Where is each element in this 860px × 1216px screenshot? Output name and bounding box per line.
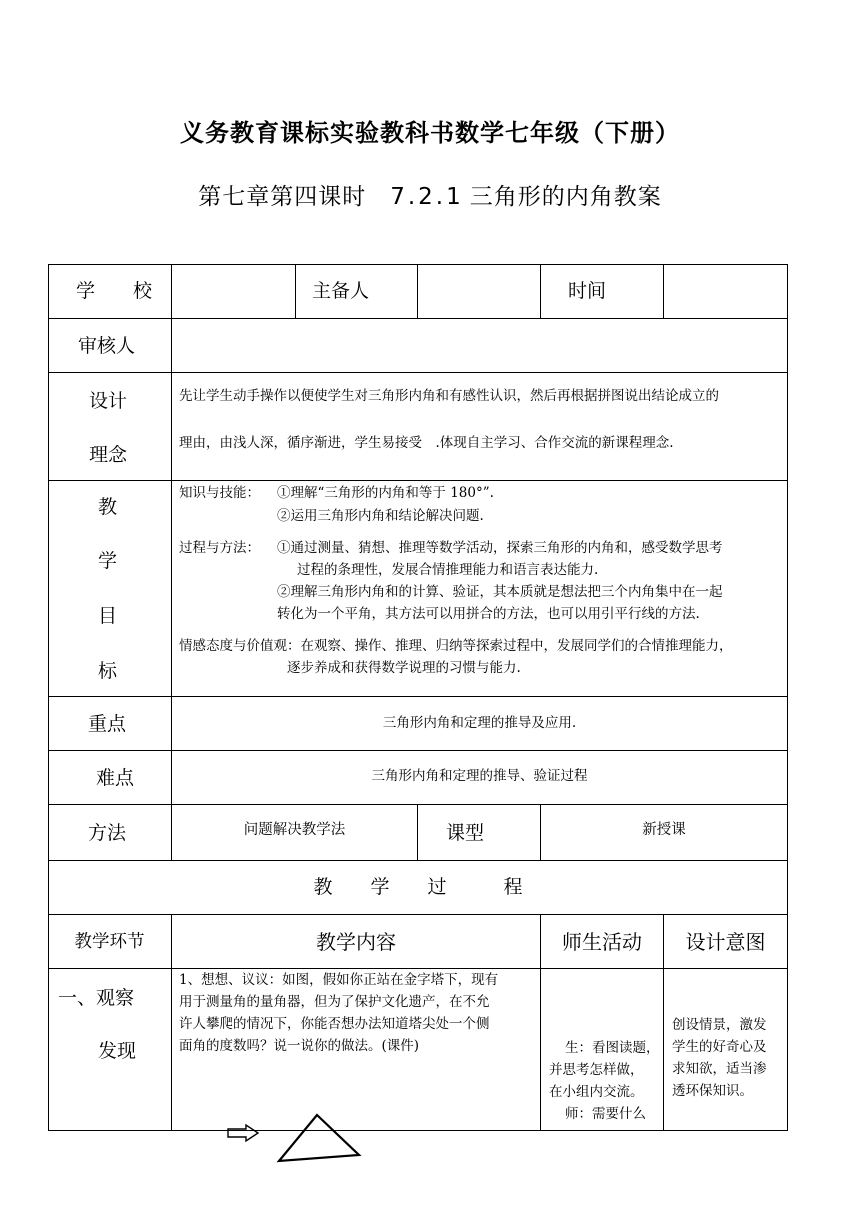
subtitle-suffix: 三角形的内角教案 (469, 184, 662, 210)
design-text-line1: 先让学生动手操作以便使学生对三角形内角和有感性认识，然后再根据拼图说出结论成立的 (179, 388, 719, 404)
method-label: 方法 (88, 822, 127, 844)
grid-line (48, 860, 788, 861)
school-label: 学 校 (76, 280, 153, 302)
process-item-1b: 过程的条理性，发展合情推理能力和语言表达能力. (297, 562, 599, 578)
grid-line (540, 264, 541, 318)
reviewer-field[interactable] (172, 319, 787, 372)
school-field[interactable] (172, 265, 295, 318)
lesson-type-label: 课型 (446, 822, 485, 844)
document-title: 义务教育课标实验教科书数学七年级（下册） (180, 119, 680, 147)
objectives-label-char-2: 学 (98, 550, 118, 572)
process-item-1a: ①通过测量、猜想、推理等数学活动，探索三角形的内角和，感受数学思考 (277, 540, 723, 556)
objectives-label-char-4: 标 (98, 660, 118, 682)
design-label-line1: 设计 (89, 390, 128, 412)
preparer-label: 主备人 (312, 280, 370, 302)
pyramid-diagram (220, 1108, 370, 1170)
key-point-label: 重点 (88, 713, 127, 735)
stage1-activity-line-1: 生：看图读题， (565, 1040, 660, 1056)
stage1-label-line1: 一、观察 (58, 987, 135, 1009)
grid-line (48, 750, 788, 751)
grid-line (48, 480, 788, 481)
stage1-intent-line-4: 透环保知识。 (672, 1083, 753, 1099)
knowledge-item-2: ②运用三角形内角和结论解决问题. (277, 508, 484, 524)
column-header-intent: 设计意图 (685, 930, 766, 954)
stage1-content-line-4: 面角的度数吗？说一说你的做法。(课件) (179, 1038, 420, 1054)
difficulty-text: 三角形内角和定理的推导、验证过程 (371, 768, 588, 784)
lesson-type-value: 新授课 (642, 822, 686, 838)
preparer-field[interactable] (418, 265, 540, 318)
objectives-label-char-1: 教 (98, 496, 118, 518)
column-header-activity: 师生活动 (562, 930, 642, 954)
knowledge-item-1: ①理解“三角形的内角和等于 180°”. (277, 485, 494, 501)
difficulty-label: 难点 (96, 767, 135, 789)
subtitle-code: 7.2.1 (390, 184, 464, 210)
stage1-activity-line-2: 并思考怎样做， (549, 1062, 644, 1078)
grid-line (417, 804, 418, 860)
column-header-stage: 教学环节 (74, 932, 145, 952)
design-text-line2: 理由，由浅人深，循序渐进，学生易接受 .体现自主学习、合作交流的新课程理念. (179, 435, 674, 451)
grid-line (48, 264, 49, 1131)
process-item-2b: 转化为一个平角，其方法可以用拼合的方法，也可以用引平行线的方法. (277, 606, 700, 622)
subtitle-prefix: 第七章第四课时 (198, 184, 367, 210)
grid-line (48, 1130, 788, 1131)
stage1-intent-line-2: 学生的好奇心及 (672, 1039, 767, 1055)
grid-line (787, 264, 788, 1131)
stage1-content-line-1: 1、想想、议议：如图，假如你正站在金字塔下，现有 (179, 972, 499, 988)
triangle-icon (279, 1115, 359, 1161)
stage1-content-line-2: 用于测量角的量角器，但为了保护文化遗产，在不允 (179, 994, 490, 1010)
stage1-activity-line-3: 在小组内交流。 (549, 1084, 644, 1100)
objectives-label-char-3: 目 (98, 605, 118, 627)
grid-line (295, 264, 296, 318)
process-item-2a: ②理解三角形内角和的计算、验证，其本质就是想法把三个内角集中在一起 (277, 584, 723, 600)
grid-line (48, 696, 788, 697)
column-header-content: 教学内容 (316, 930, 396, 954)
time-label: 时间 (568, 280, 607, 302)
grid-line (48, 372, 788, 373)
method-value: 问题解决教学法 (243, 822, 346, 838)
process-section-header: 教 学 过 程 (313, 876, 523, 898)
stage1-label-line2: 发现 (98, 1040, 137, 1062)
key-point-text: 三角形内角和定理的推导及应用. (382, 715, 577, 731)
stage1-activity-line-4: 师：需要什么 (565, 1106, 646, 1122)
right-arrow-icon (228, 1125, 258, 1141)
reviewer-label: 审核人 (78, 335, 136, 357)
emotion-line-2: 逐步养成和获得数学说理的习惯与能力. (287, 660, 521, 676)
lesson-subtitle (0, 178, 860, 211)
stage1-content-line-3: 许人攀爬的情况下，你能否想办法知道塔尖处一个侧 (179, 1016, 490, 1032)
stage1-intent-line-1: 创设情景，激发 (672, 1017, 767, 1033)
grid-line (48, 914, 788, 915)
emotion-line-1: 情感态度与价值观：在观察、操作、推理、归纳等探索过程中，发展同学们的合情推理能力， (179, 638, 733, 654)
process-label: 过程与方法： (179, 540, 260, 556)
stage1-intent-line-3: 求知欲，适当渗 (672, 1061, 767, 1077)
design-label-line2: 理念 (89, 444, 128, 466)
grid-line (48, 804, 788, 805)
knowledge-label: 知识与技能： (179, 485, 260, 501)
time-field[interactable] (664, 265, 787, 318)
